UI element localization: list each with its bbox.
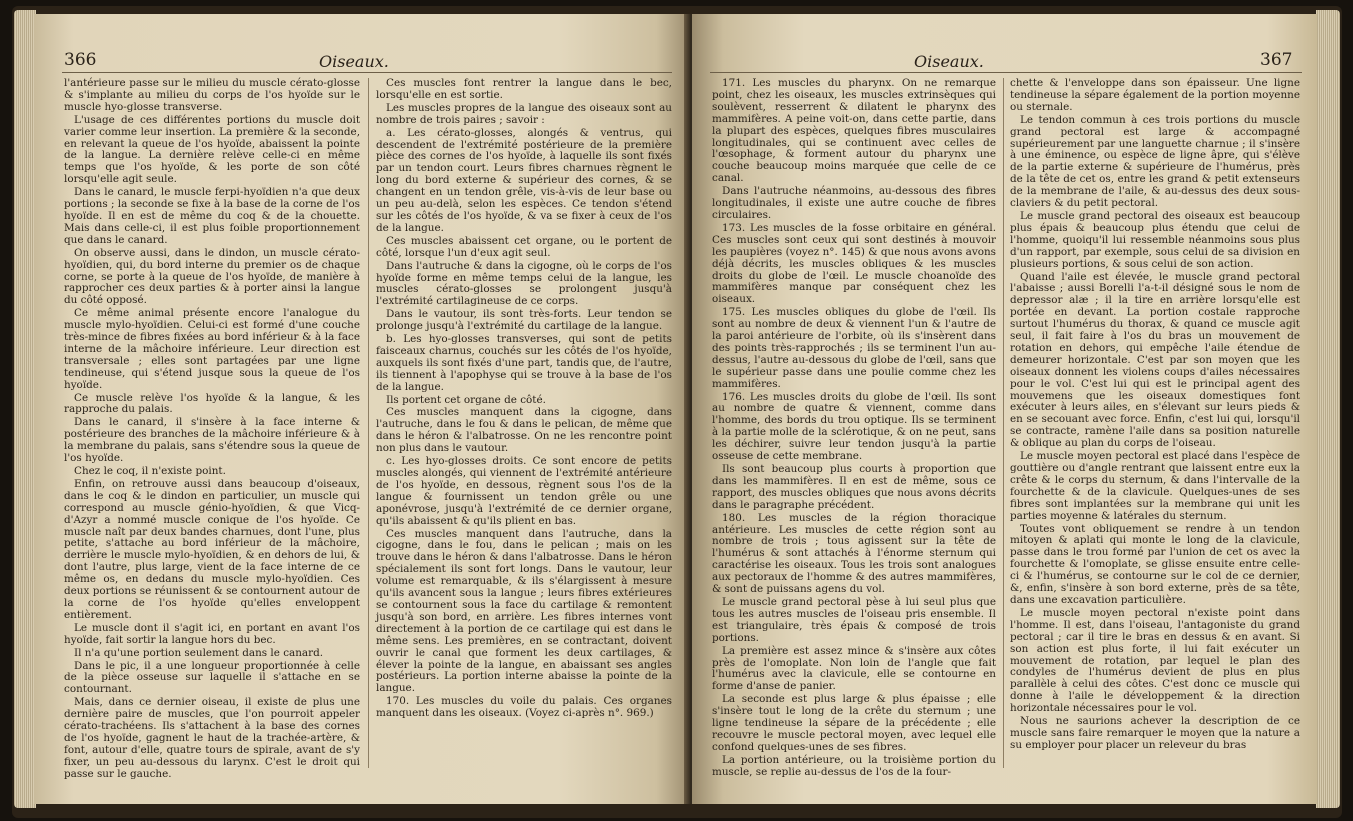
paragraph: 176. Les muscles droits du globe de l'œil. Ils sont au nombre de quatre & viennent, comme dans l'homme, des bords du trou optique. Ils se terminent à la partie molle de la sclérotique, & on ne peut, sans les déchirer, suivre leur tendon jusqu'à la partie osseuse de cette membrane.: [712, 390, 996, 463]
paragraph: Le muscle grand pectoral pèse à lui seul plus que tous les autres muscles de l'oiseau pris ensemble. Il est triangulaire, très épais & composé de trois portions.: [712, 595, 996, 644]
paragraph: Dans le canard, le muscle ferpi-hyoïdien n'a que deux portions ; la seconde se fixe à la base de la corne de l'os hyoïde. Il en est de même du coq & de la chouette. Mais dans celle-ci, il est plus foible proportionnement que dans le canard.: [64, 186, 360, 246]
paragraph: Dans l'autruche néanmoins, au-dessous des fibres longitudinales, il existe une autre couche de fibres circulaires.: [712, 185, 996, 221]
paragraph: c. Les hyo-glosses droits. Ce sont encore de petits muscles alongés, qui viennent de l'extrémité antérieure de l'os hyoïde, en dessous, règnent sous l'os de la langue & fournissent un tendon grêle ou une aponévrose, jusqu'à l'extrémité de ce dernier organe, qu'ils abaissent & qu'ils plient en bas.: [376, 455, 672, 527]
paragraph: On observe aussi, dans le dindon, un muscle cérato-hyoïdien, qui, du bord interne du premier os de chaque corne, se porte à la queue de l'os hyoïde, de manière à rapprocher ces deux parties & à porter ainsi la langue du côté opposé.: [64, 246, 360, 307]
left-column-1: [64, 78, 360, 782]
head-rule-left: [62, 72, 672, 73]
paragraph: Dans l'autruche & dans la cigogne, où le corps de l'os hyoïde forme en même temps celui de la langue, les muscles cérato-glosses se prolongent jusqu'à l'extrémité cartilagineuse de ce corps.: [376, 259, 672, 308]
paragraph: 173. Les muscles de la fosse orbitaire en général. Ces muscles sont ceux qui sont destinés à mouvoir les paupières (voyez n°. 145) & que nous avons avons déjà décrits, les muscles obliques & les muscles droits du globe de l'œil. Le muscle choanoïde des mammifères manque par conséquent chez les oiseaux.: [712, 221, 996, 306]
right-column-2: [1010, 78, 1300, 753]
page-edges-left: [14, 10, 36, 808]
paragraph: Quand l'aile est élevée, le muscle grand pectoral l'abaisse ; aussi Borelli l'a-t-il désigné sous le nom de depressor alæ ; il la tire en arrière lorsqu'elle est portée en devant. La portion costale rapproche surtout l'humérus du thorax, & quand ce muscle agit seul, il fait faire à l'os du bras un mouvement de rotation en dehors, qui empêche l'aile étendue de demeurer horizontale. C'est par son moyen que les oiseaux donnent les violens coups d'ailes nécessaires pour le vol. C'est lui qui est le principal agent des mouvemens que les oiseaux domestiques font exécuter à leurs ailes, en s'élevant sur leurs pieds & en se secouant avec force. Enfin, c'est lui qui, lorsqu'il se contracte, ramène l'aile dans sa position naturelle & oblique au plan du corps de l'oiseau.: [1010, 270, 1300, 450]
paragraph: Dans le pic, il a une longueur proportionnée à celle de la pièce osseuse sur laquelle il s'attache en se contournant.: [64, 659, 360, 696]
column-divider-right: [1003, 78, 1004, 768]
paragraph: Ils sont beaucoup plus courts à proportion que dans les mammifères. Il en est de même, sous ce rapport, des muscles obliques que nous avons décrits dans le paragraphe précédent.: [712, 463, 996, 511]
paragraph: Dans le vautour, ils sont très-forts. Leur tendon se prolonge jusqu'à l'extrémité du cartilage de la langue.: [376, 308, 672, 333]
paragraph: L'usage de ces différentes portions du muscle doit varier comme leur insertion. La première & la seconde, en relevant la queue de l'os hyoïde, abaissent la pointe de la langue. La dernière relève celle-ci en même temps que l'os hyoïde, & les porte de son côté lorsqu'elle agit seule.: [64, 113, 360, 186]
paragraph: La première est assez mince & s'insère aux côtes près de l'omoplate. Non loin de l'angle que fait l'humérus avec la clavicule, elle se contourne en forme d'anse de panier.: [712, 644, 996, 693]
running-head-left: Oiseaux.: [319, 52, 389, 71]
paragraph: Le muscle dont il s'agit ici, en portant en avant l'os hyoïde, fait sortir la langue hors du bec.: [64, 621, 360, 646]
paragraph: l'antérieure passe sur le milieu du muscle cérato-glosse & s'implante au milieu du corps de l'os hyoïde sur le muscle hyo-glosse transverse.: [64, 77, 360, 113]
paragraph: a. Les cérato-glosses, alongés & ventrus, qui descendent de l'extrémité postérieure de la première pièce des cornes de l'os hyoïde, à laquelle ils sont fixés par un tendon court. Leurs fibres charnues règnent le long du bord externe & supérieur des cornes, & se changent en un tendon grêle, vis-à-vis de leur base ou un peu au-delà, selon les espèces. Ce tendon s'étend sur les côtés de l'os hyoïde, & va se fixer à ceux de l'os de la langue.: [376, 126, 672, 234]
paragraph: Ces muscles abaissent cet organe, ou le portent de côté, lorsque l'un d'eux agit seul.: [376, 234, 672, 259]
paragraph: chette & l'enveloppe dans son épaisseur. Une ligne tendineuse la sépare également de la portion moyenne ou sternale.: [1010, 77, 1300, 113]
paragraph: b. Les hyo-glosses transverses, qui sont de petits faisceaux charnus, couchés sur les côtés de l'os hyoïde, auxquels ils sont fixés d'une part, tandis que, de l'autre, ils tiennent à l'apophyse qui se trouve à la base de l'os de la langue.: [376, 333, 672, 393]
right-column-1: [712, 78, 996, 780]
paragraph: Ce même animal présente encore l'analogue du muscle mylo-hyoïdien. Celui-ci est formé d'une couche très-mince de fibres fixées au bord inférieur & à la face interne de la mâchoire inférieure. Leur direction est transversale ; elles sont partagées par une ligne tendineuse, qui s'étend jusque sous la queue de l'os hyoïde.: [64, 307, 360, 391]
paragraph: Ces muscles manquent dans l'autruche, dans la cigogne, dans le fou, dans le pelican ; mais on les trouve dans le héron & dans l'albatrosse. Dans le héron spécialement ils sont fort longs. Dans le vautour, leur volume est remarquable, & ils s'élargissent à mesure qu'ils avancent sous la langue ; leurs fibres extérieures se contournent sous la face du cartilage & remontent jusqu'à son bord, en arrière. Les fibres internes vont directement à la portion de ce cartilage qui est dans le même sens. Les premières, en se contractant, doivent ouvrir le canal que forment les deux cartilages, & élever la pointe de la langue, en abaissant ses angles postérieurs. La portion interne abaisse la pointe de la langue.: [376, 527, 672, 695]
paragraph: Le muscle moyen pectoral n'existe point dans l'homme. Il est, dans l'oiseau, l'antagoniste du grand pectoral ; car il tire le bras en dessus & en avant. Si son action est plus forte, il lui fait exécuter un mouvement de rotation, par lequel le plan des condyles de l'humérus devient de plus en plus parallèle à celui des côtes. C'est donc ce muscle qui donne à l'aile le développement & la direction horizontale nécessaires pour le vol.: [1010, 606, 1300, 715]
paragraph: Chez le coq, il n'existe point.: [74, 465, 226, 477]
paragraph: Ce muscle relève l'os hyoïde & la langue, & les rapproche du palais.: [64, 391, 360, 416]
paragraph: Les muscles propres de la langue des oiseaux sont au nombre de trois paires ; savoir :: [376, 101, 672, 126]
paragraph: 180. Les muscles de la région thoracique antérieure. Les muscles de cette région sont au nombre de trois ; tous agissent sur la tête de l'humérus & sont attachés à l'énorme sternum qui caractérise les oiseaux. Tous les trois sont analogues aux pectoraux de l'homme & des autres mammifères, & sont de puissans agens du vol.: [712, 511, 996, 596]
paragraph: Ils portent cet organe de côté.: [386, 393, 546, 406]
paragraph: Toutes vont obliquement se rendre à un tendon mitoyen & aplati qui monte le long de la clavicule, passe dans le trou formé par l'union de cet os avec la fourchette & l'omoplate, se glisse ensuite entre celle-ci & l'humérus, se contourne sur le col de ce dernier, &, enfin, s'insère à son bord externe, près de sa tête, dans une excavation particulière.: [1010, 522, 1300, 606]
page-number-left: 366: [64, 50, 97, 70]
page-number-right: 367: [1260, 50, 1293, 70]
paragraph: La seconde est plus large & plus épaisse ; elle s'insère tout le long de la crête du sternum ; une ligne tendineuse la sépare de la précédente ; elle recouvre le muscle pectoral moyen, avec lequel elle confond quelques-unes de ses fibres.: [712, 693, 996, 753]
running-head-right: Oiseaux.: [914, 52, 984, 71]
paragraph: Il n'a qu'une portion seulement dans le canard.: [74, 646, 324, 659]
paragraph: Le tendon commun à ces trois portions du muscle grand pectoral est large & accompagné supérieurement par une languette charnue ; il s'insère à une éminence, ou espèce de ligne âpre, qui s'élève de la partie externe & supérieure de l'humérus, près de la tête de cet os, entre les grand & petit extenseurs de la membrane de l'aile, & au-dessus des deux sous-claviers & du petit pectoral.: [1010, 113, 1300, 210]
head-rule-right: [710, 72, 1302, 73]
paragraph: Ces muscles manquent dans la cigogne, dans l'autruche, dans le fou & dans le pelican, de même que dans le héron & l'albatrosse. On ne les rencontre point non plus dans le vautour.: [376, 406, 672, 455]
paragraph: Mais, dans ce dernier oiseau, il existe de plus une dernière paire de muscles, que l'on pourroit appeler cérato-trachéens. Ils s'attachent à la base des cornes de l'os hyoïde, gagnent le haut de la trachée-artère, & font, autour d'elle, quatre tours de spirale, avant de s'y fixer, un peu au-dessous du larynx. C'est le droit qui passe sur le gauche.: [64, 696, 360, 780]
paragraph: Le muscle moyen pectoral est placé dans l'espèce de gouttière ou d'angle rentrant que laissent entre eux la crête & le corps du sternum, & dans l'intervalle de la fourchette & de la clavicule. Quelques-unes de ses fibres sont implantées sur la membrane qui unit les parties moyenne & latérales du sternum.: [1010, 450, 1300, 522]
paragraph: 170. Les muscles du voile du palais. Ces organes manquent dans les oiseaux. (Voyez ci-après n°. 969.): [376, 695, 672, 720]
paragraph: Enfin, on retrouve aussi dans beaucoup d'oiseaux, dans le coq & le dindon en particulier, un muscle qui correspond au muscle génio-hyoïdien, & que Vicq-d'Azyr a nommé muscle conique de l'os hyoïde. Ce muscle naît par deux bandes charnues, dont l'une, plus petite, s'attache au bord inférieur de la mâchoire, derrière le muscle mylo-hyoïdien, & en dehors de lui, & dont l'autre, plus large, vient de la face interne de ce même os, en dedans du muscle mylo-hyoïdien. Ces deux portions se réunissent & se contournent autour de la corne de l'os hyoïde qu'elles enveloppent entièrement.: [64, 477, 360, 621]
left-column-2: [376, 78, 672, 721]
paragraph: Dans le canard, il s'insère à la face interne & postérieure des branches de la mâchoire inférieure & à la membrane du palais, sans s'étendre sous la queue de l'os hyoïde.: [64, 416, 360, 465]
page-edges-right: [1316, 10, 1340, 808]
right-page: [692, 14, 1317, 804]
paragraph: La portion antérieure, ou la troisième portion du muscle, se replie au-dessus de l'os de la four-: [712, 753, 996, 778]
paragraph: Nous ne saurions achever la description de ce muscle sans faire remarquer le moyen que la nature a su employer pour placer un releveur du bras: [1010, 715, 1300, 751]
column-divider-left: [368, 78, 369, 768]
paragraph: 175. Les muscles obliques du globe de l'œil. Ils sont au nombre de deux & viennent l'un & l'autre de la paroi antérieure de l'orbite, où ils s'insèrent dans des points très-rapprochés ; ils se terminent l'un au-dessus, l'autre au-dessous du globe de l'œil, sans que le supérieur passe dans une poulie comme chez les mammifères.: [712, 306, 996, 390]
paragraph: Ces muscles font rentrer la langue dans le bec, lorsqu'elle en est sortie.: [376, 77, 672, 101]
paragraph: Le muscle grand pectoral des oiseaux est beaucoup plus épais & beaucoup plus étendu que celui de l'homme, quoiqu'il lui ressemble néanmoins sous plus d'un rapport, par exemple, sous celui de sa division en plusieurs portions, & sous celui de son action.: [1010, 209, 1300, 270]
left-page: [34, 14, 689, 804]
paragraph: 171. Les muscles du pharynx. On ne remarque point, chez les oiseaux, les muscles extrinsèques qui soulèvent, resserrent & dilatent le pharynx des mammifères. A peine voit-on, dans cette partie, dans la plupart des espèces, quelques fibres musculaires longitudinales, qui se continuent avec celles de l'œsophage, & forment autour du pharynx une couche beaucoup moins marquée que celle de ce canal.: [712, 77, 996, 185]
